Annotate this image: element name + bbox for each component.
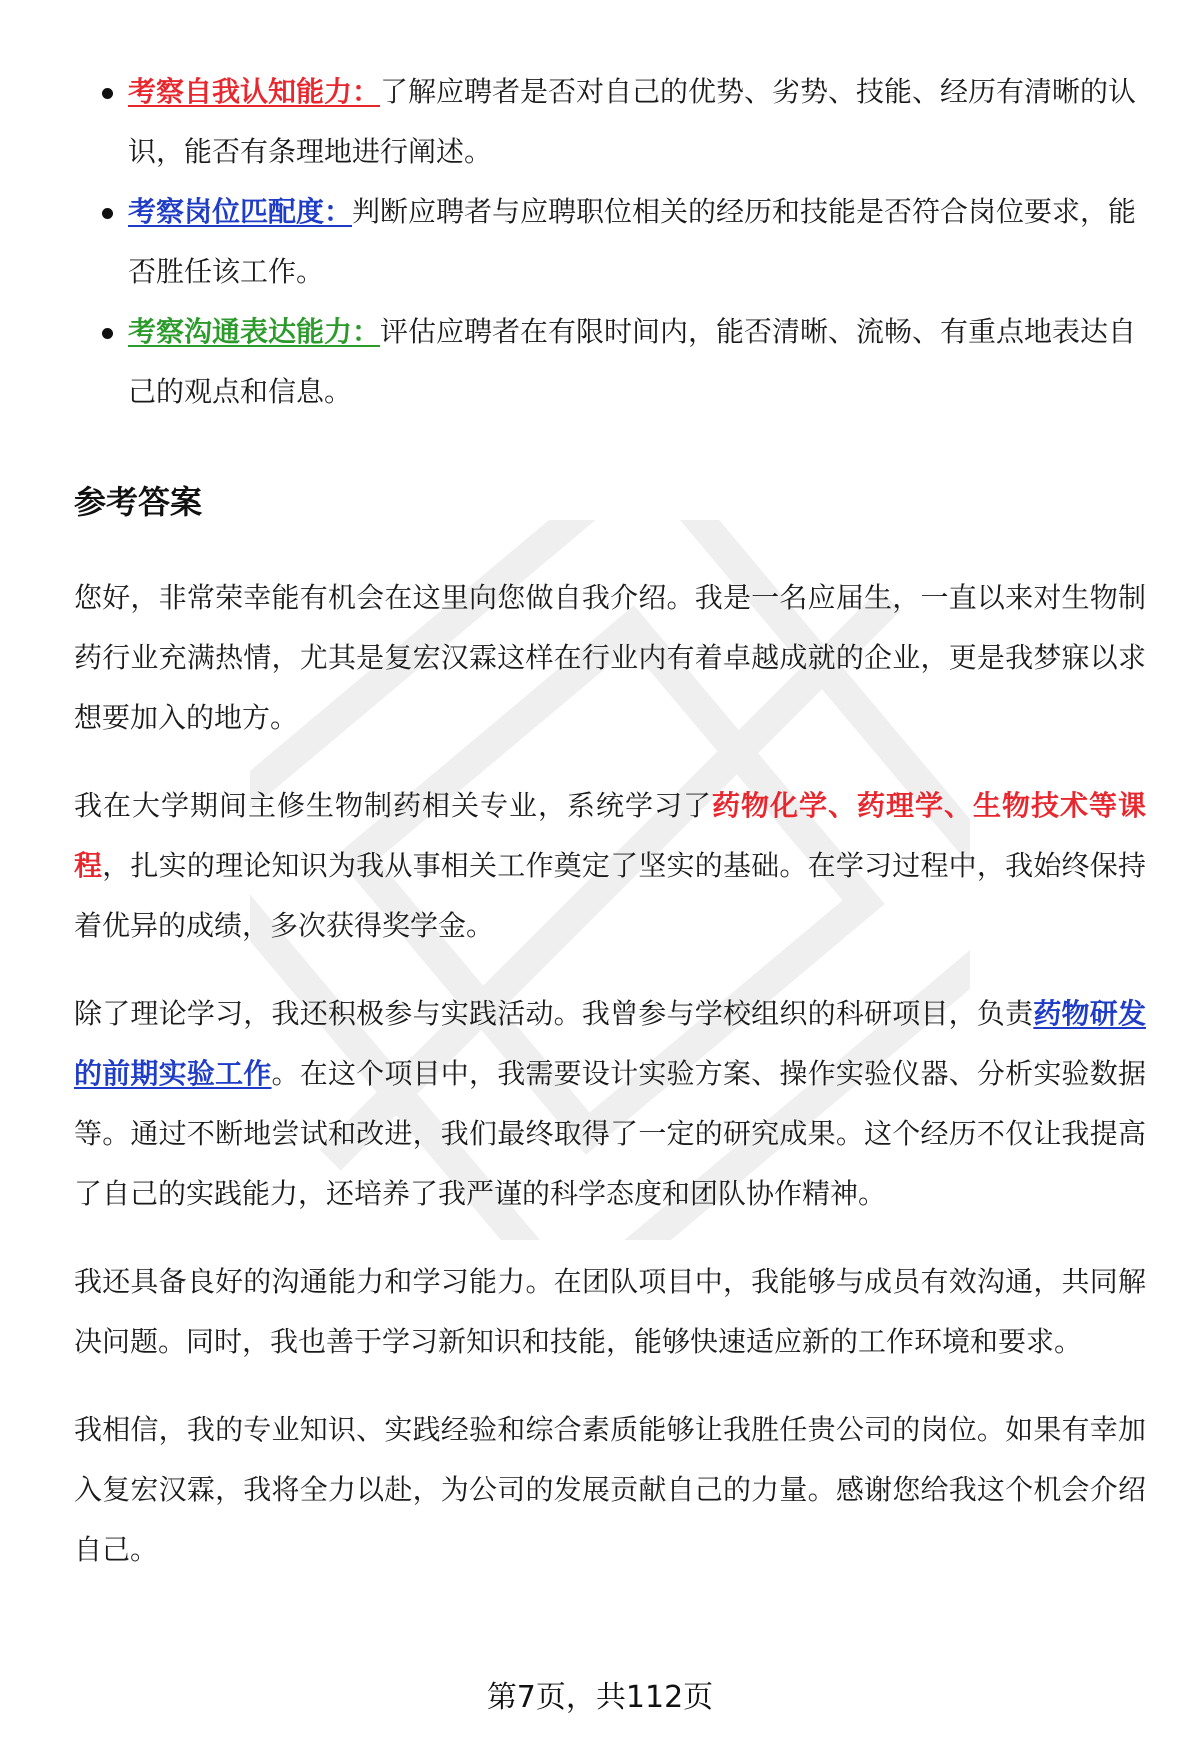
bullet-dot-icon — [102, 208, 113, 219]
answer-paragraph-4: 我还具备良好的沟通能力和学习能力。在团队项目中，我能够与成员有效沟通，共同解决问题。同时，我也善于学习新知识和技能，能够快速适应新的工作环境和要求。 — [74, 1265, 1146, 1358]
paragraph-text: 。在这个项目中，我需要设计实验方案、操作实验仪器、分析实验数据等。通过不断地尝试和改进，我们最终取得了一定的研究成果。这个经历不仅让我提高了自己的实践能力，还培养了我严谨的科学态度和团队协作精神。 — [74, 1057, 1146, 1210]
highlight-courses: 药物化学、药理学、生物技术等课程 — [74, 789, 1146, 882]
page-number: 第7页，共112页 — [486, 1680, 714, 1715]
criterion-lead: 考察岗位匹配度： — [128, 195, 353, 228]
list-item — [128, 182, 1146, 302]
paragraph-text: 除了理论学习，我还积极参与实践活动。我曾参与学校组织的科研项目，负责 — [74, 997, 1034, 1030]
criterion-text: 判断应聘者与应聘职位相关的经历和技能是否符合岗位要求，能否胜任该工作。 — [128, 195, 1137, 288]
answer-paragraph-5: 我相信，我的专业知识、实践经验和综合素质能够让我胜任贵公司的岗位。如果有幸加入复宏汉霖，我将全力以赴，为公司的发展贡献自己的力量。感谢您给我这个机会介绍自己。 — [74, 1413, 1146, 1566]
criterion-lead: 考察自我认知能力： — [128, 75, 381, 108]
criterion-text: 了解应聘者是否对自己的优势、劣势、技能、经历有清晰的认识，能否有条理地进行阐述。 — [128, 75, 1137, 168]
paragraph-text: ，扎实的理论知识为我从事相关工作奠定了坚实的基础。在学习过程中，我始终保持着优异的成绩，多次获得奖学金。 — [74, 849, 1146, 942]
list-item — [128, 302, 1146, 422]
section-heading: 参考答案 — [74, 483, 203, 521]
answer-paragraph-2 — [74, 776, 1146, 956]
answer-paragraph-3 — [74, 984, 1146, 1224]
bullet-dot-icon — [102, 328, 113, 339]
bullet-dot-icon — [102, 88, 113, 99]
paragraph-text: 我在大学期间主修生物制药相关专业，系统学习了 — [74, 789, 712, 822]
document-page — [74, 62, 1146, 1608]
list-item — [128, 62, 1146, 182]
criterion-text: 评估应聘者在有限时间内，能否清晰、流畅、有重点地表达自己的观点和信息。 — [128, 315, 1137, 408]
highlight-research: 药物研发的前期实验工作 — [74, 997, 1146, 1090]
answer-paragraph-1: 您好，非常荣幸能有机会在这里向您做自我介绍。我是一名应届生，一直以来对生物制药行业充满热情，尤其是复宏汉霖这样在行业内有着卓越成就的企业，更是我梦寐以求想要加入的地方。 — [74, 581, 1146, 734]
criteria-list — [74, 62, 1146, 422]
criterion-lead: 考察沟通表达能力： — [128, 315, 381, 348]
